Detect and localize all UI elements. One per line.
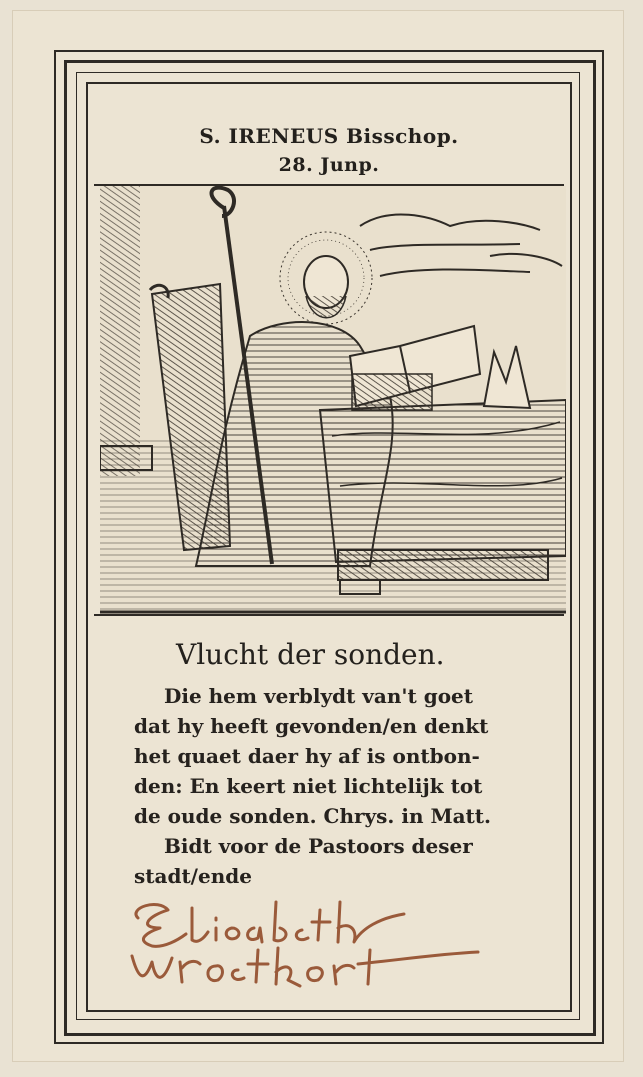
verse-line: Bidt voor de Pastoors deser bbox=[164, 834, 473, 858]
woodcut-illustration bbox=[100, 186, 566, 614]
handwritten-signature bbox=[108, 888, 548, 998]
verse-line: het quaet daer hy af is ontbon- bbox=[134, 744, 480, 768]
section-heading: Vlucht der sonden. bbox=[176, 638, 445, 671]
feast-date: 28. Junp. bbox=[278, 154, 380, 176]
title-panel bbox=[94, 92, 564, 186]
verse-line: Die hem verblydt van't goet bbox=[164, 684, 474, 708]
verse-line: de oude sonden. Chrys. in Matt. bbox=[134, 804, 491, 828]
verse-line: dat hy heeft gevonden/en denkt bbox=[134, 714, 489, 738]
devotional-print-card bbox=[12, 10, 624, 1062]
verse-line: stadt/ende bbox=[134, 864, 252, 888]
page-title: S. IRENEUS Bisschop. bbox=[199, 124, 459, 148]
verse-line: den: En keert niet lichtelijk tot bbox=[134, 774, 483, 798]
text-panel bbox=[94, 614, 564, 1006]
